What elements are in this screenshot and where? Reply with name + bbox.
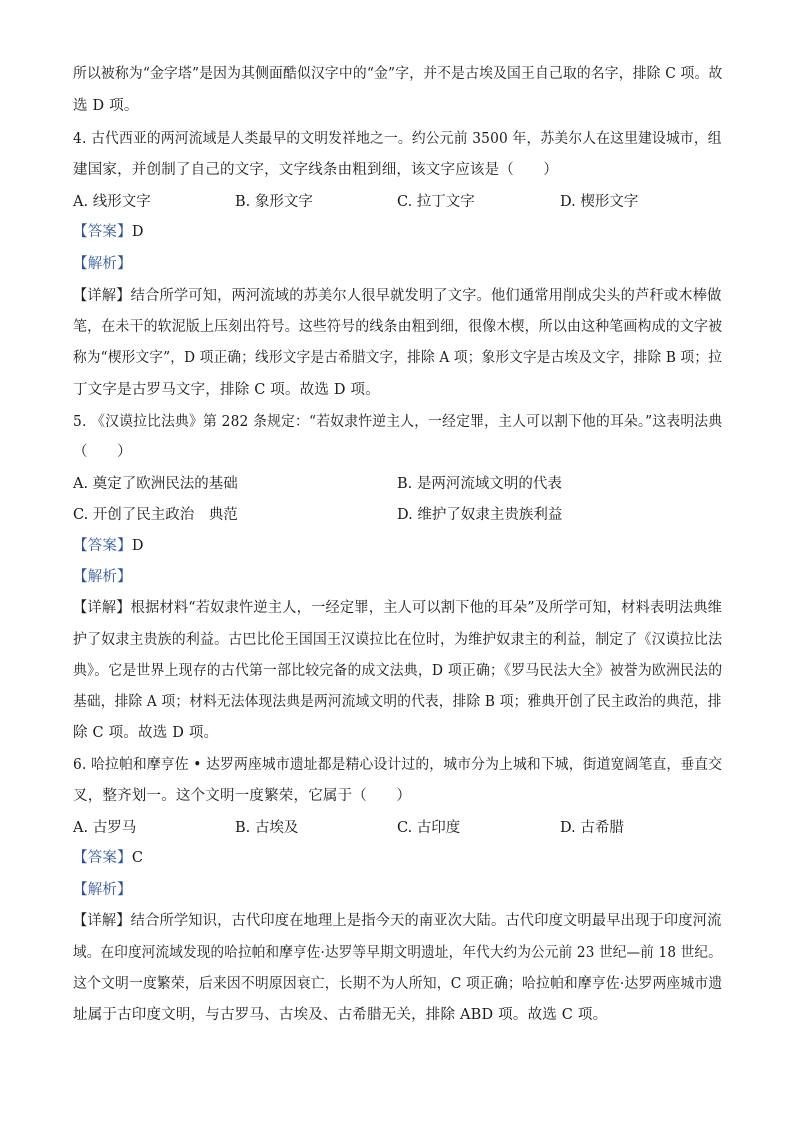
- q5-detail-line-3: 典》。它是世界上现存的古代第一部比较完备的成文法典，D 项正确；《罗马民法大全》被誉为欧洲民法的: [73, 663, 723, 679]
- q4-detail-line-3: 称为“楔形文字”，D 项正确；线形文字是古希腊文字，排除 A 项；象形文字是古埃及文字，排除 B 项；拉: [73, 350, 723, 366]
- answer-tag: 【答案】: [73, 538, 132, 554]
- analysis-tag: 【解析】: [73, 569, 132, 585]
- intro-line-2: 选 D 项。: [73, 98, 139, 114]
- answer-tag: 【答案】: [73, 224, 132, 240]
- q5-answer: [73, 536, 144, 556]
- q5-option-d: D. 维护了奴隶主贵族利益: [397, 507, 563, 523]
- q6-answer: [73, 848, 143, 868]
- q6-detail-line-3: 这个文明一度繁荣，后来因不明原因衰亡，长期不为人所知，C 项正确；哈拉帕和摩亨佐·达罗两座城市遗: [73, 976, 723, 992]
- q4-answer-value: D: [131, 224, 144, 240]
- q6-stem-line-1: 6. 哈拉帕和摩亨佐 • 达罗两座城市遗址都是精心设计过的，城市分为上城和下城，街道宽阔笔直，垂直交: [73, 757, 723, 773]
- q5-stem-line-2: （ ）: [73, 444, 132, 460]
- q5-detail-line-5: 除 C 项。故选 D 项。: [73, 725, 219, 741]
- detail-tag: 【详解】: [73, 913, 131, 929]
- q4-stem-line-2: 建国家，并创制了自己的文字，文字线条由粗到细，该文字应该是（ ）: [73, 162, 559, 178]
- q6-option-c: C. 古印度: [397, 820, 461, 836]
- q4-option-b: B. 象形文字: [235, 194, 313, 210]
- analysis-tag: 【解析】: [73, 256, 132, 272]
- q4-option-d: D. 楔形文字: [560, 194, 639, 210]
- q6-option-a: A. 古罗马: [73, 820, 137, 836]
- q4-detail-line-4: 丁文字是古罗马文字，排除 C 项。故选 D 项。: [73, 382, 380, 398]
- q4-option-c: C. 拉丁文字: [397, 194, 475, 210]
- q6-analysis-tag: [73, 880, 132, 900]
- q5-detail-line-4: 基础，排除 A 项；材料无法体现法典是两河流域文明的代表，排除 B 项；雅典开创了民主政治的典范，排: [73, 694, 722, 710]
- q6-detail-line-4: 址属于古印度文明，与古罗马、古埃及、古希腊无关，排除 ABD 项。故选 C 项。: [73, 1007, 608, 1023]
- q6-stem-line-2: 叉，整齐划一。这个文明一度繁荣，它属于（ ）: [73, 788, 412, 804]
- q5-detail-line-2: 护了奴隶主贵族的利益。古巴比伦王国国王汉谟拉比在位时，为维护奴隶主的利益，制定了《汉谟拉比法: [73, 632, 723, 648]
- q6-option-b: B. 古埃及: [235, 820, 299, 836]
- q5-detail-line-1: 【详解】根据材料“若奴隶忤逆主人，一经定罪，主人可以割下他的耳朵”及所学可知，材料表明法典维: [73, 600, 723, 616]
- q6-option-d: D. 古希腊: [560, 820, 624, 836]
- intro-line-1: 所以被称为“金字塔”是因为其侧面酷似汉字中的“金”字，并不是古埃及国王自己取的名字，排除 C 项。故: [73, 66, 723, 82]
- q4-answer: [73, 222, 144, 242]
- analysis-tag: 【解析】: [73, 882, 132, 898]
- q4-stem-line-1: 4. 古代西亚的两河流域是人类最早的文明发祥地之一。约公元前 3500 年，苏美尔人在这里建设城市，组: [73, 131, 722, 147]
- q4-detail-line-1: 【详解】结合所学可知，两河流域的苏美尔人很早就发明了文字。他们通常用削成尖头的芦秆或木棒做: [73, 288, 722, 304]
- q5-analysis-tag: [73, 567, 132, 587]
- q6-detail-line-2: 域。在印度河流域发现的哈拉帕和摩亨佐·达罗等早期文明遗址，年代大约为公元前 23 世纪—前 18 世纪。: [73, 945, 722, 961]
- q4-option-a: A. 线形文字: [73, 194, 151, 210]
- q6-answer-value: C: [131, 850, 144, 866]
- q5-option-a: A. 奠定了欧洲民法的基础: [73, 476, 238, 492]
- q4-detail-line-2: 笔，在未干的软泥版上压刻出符号。这些符号的线条由粗到细，很像木楔，所以由这种笔画构成的文字被: [73, 319, 723, 335]
- q4-analysis-tag: [73, 254, 132, 274]
- detail-tag: 【详解】: [73, 288, 131, 304]
- q6-detail-line-1: 【详解】结合所学知识，古代印度在地理上是指今天的南亚次大陆。古代印度文明最早出现于印度河流: [73, 913, 722, 929]
- q5-option-b: B. 是两河流域文明的代表: [397, 476, 562, 492]
- q5-answer-value: D: [131, 538, 144, 554]
- answer-tag: 【答案】: [73, 850, 132, 866]
- q5-stem-line-1: 5. 《汉谟拉比法典》第 282 条规定：“若奴隶忤逆主人，一经定罪，主人可以割下他的耳朵。”这表明法典: [73, 414, 723, 430]
- q5-option-c: C. 开创了民主政治 典范: [73, 507, 238, 523]
- detail-tag: 【详解】: [73, 600, 131, 616]
